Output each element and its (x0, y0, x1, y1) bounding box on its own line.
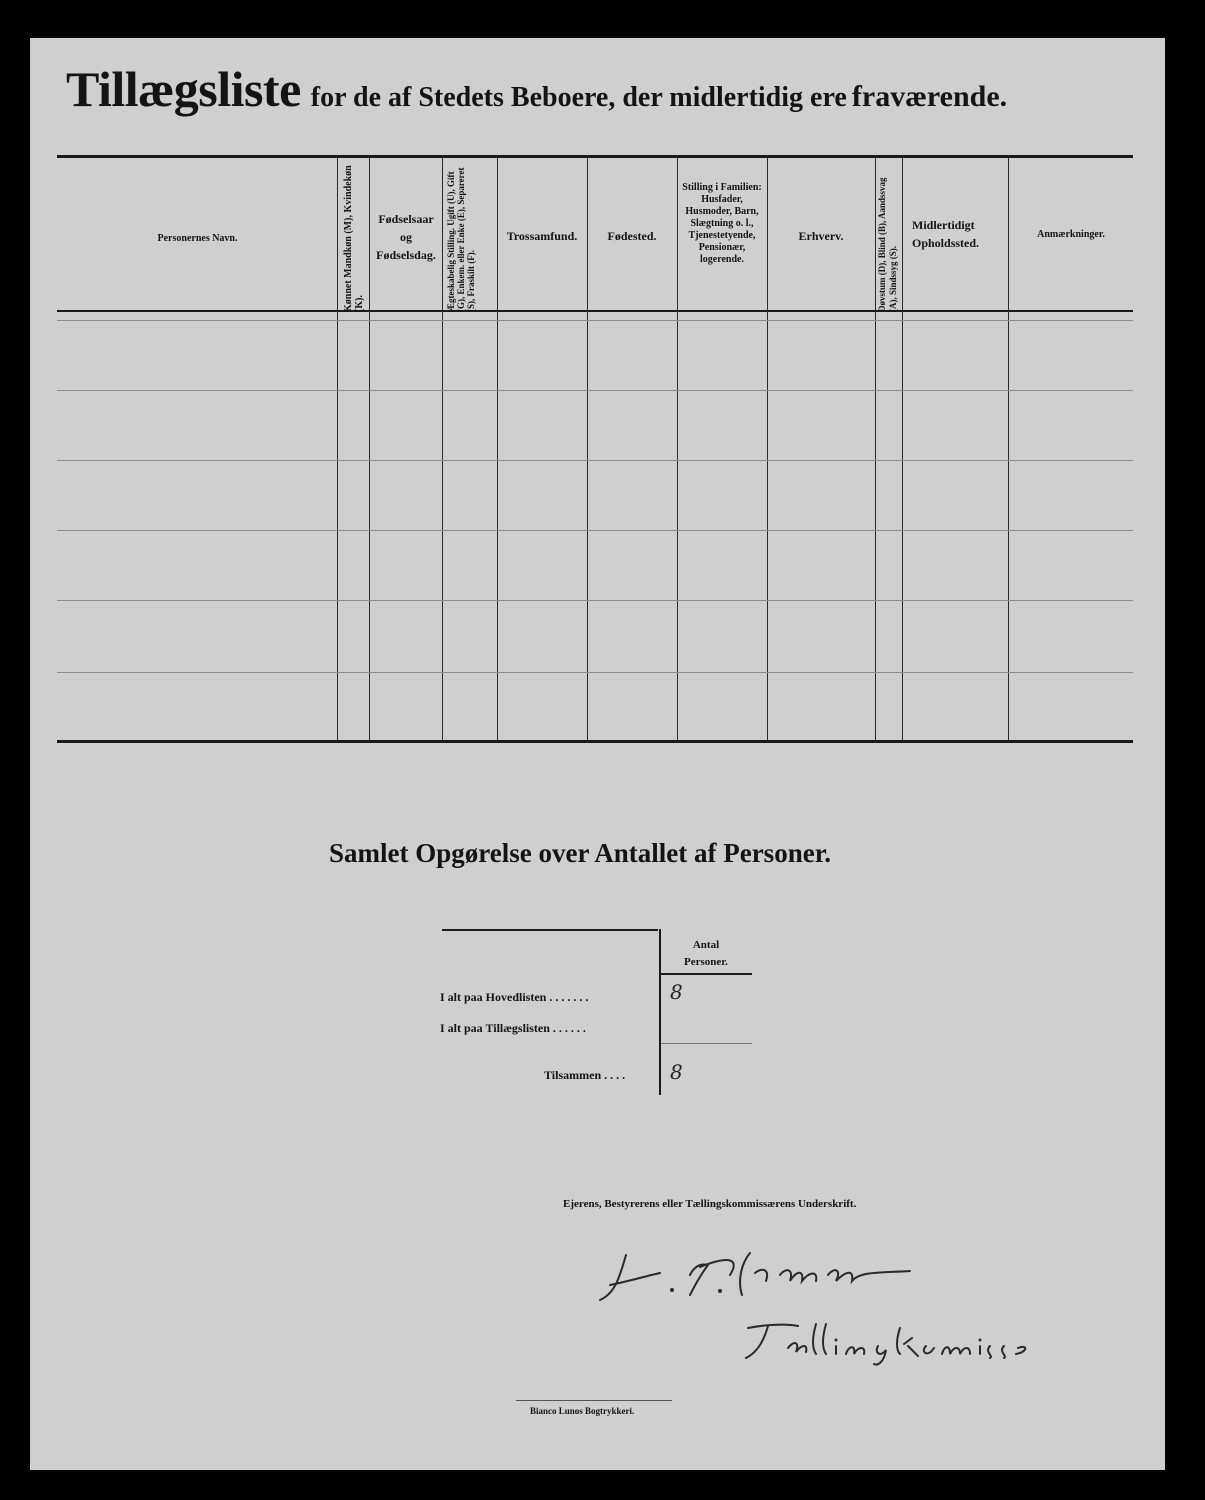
table-row (57, 600, 1133, 601)
header-name: Personernes Navn. (157, 233, 238, 244)
summary-top-rule (442, 929, 658, 931)
handwritten-signature-name (590, 1245, 930, 1305)
header-temp-residence: Midlertidigt Opholdssted. (912, 218, 980, 250)
summary-value-tilsammen: 8 (670, 1060, 683, 1084)
table-top-rule (57, 155, 1133, 158)
col-divider (677, 158, 678, 740)
header-religion: Trossamfund. (506, 229, 578, 243)
header-occupation: Erhverv. (798, 229, 844, 243)
header-bottom-rule (57, 310, 1133, 312)
col-divider (369, 158, 370, 740)
col-divider (767, 158, 768, 740)
table-row (57, 320, 1133, 321)
summary-header-rule (659, 973, 752, 975)
printer-name: Bianco Lunos Bogtrykkeri. (530, 1406, 635, 1416)
col-divider (337, 158, 338, 740)
header-marital: Ægteskabelig Stilling. Ugift (U), Gift (G), Enkem. eller Enke (E), Separeret (S), Fraskilt (F). (446, 167, 476, 312)
col-divider (1008, 158, 1009, 740)
title-emphasis: fraværende. (851, 80, 1008, 113)
summary-title: Samlet Opgørelse over Antallet af Personer. (329, 838, 831, 868)
title-rest: for de af Stedets Beboere, der midlertidig ere (310, 82, 847, 113)
handwritten-signature-role (728, 1318, 1038, 1368)
table-row (57, 390, 1133, 391)
page-title (66, 60, 1106, 116)
summary-divider (659, 929, 661, 1095)
signature-caption: Ejerens, Bestyrerens eller Tællingskommissærens Underskrift. (563, 1198, 857, 1210)
summary-col-header: Antal Personer. (684, 939, 728, 968)
header-birthplace: Fødested. (607, 229, 657, 243)
table-row (57, 530, 1133, 531)
header-remarks: Anmærkninger. (1037, 229, 1105, 240)
table-row (57, 672, 1133, 673)
table-bottom-rule (57, 740, 1133, 743)
col-divider (902, 158, 903, 740)
col-divider (442, 158, 443, 740)
summary-label-tillaegslisten: I alt paa Tillægslisten . . . . . . (440, 1021, 586, 1035)
summary-value-hovedlisten: 8 (670, 980, 683, 1004)
summary-mid-rule (661, 1043, 752, 1044)
header-gender: Kønnet Mandkøn (M), Kvindekøn (K). (343, 165, 365, 312)
summary-label-tilsammen: Tilsammen . . . . (544, 1068, 626, 1082)
summary-label-hovedlisten: I alt paa Hovedlisten . . . . . . . (440, 990, 589, 1004)
header-family-position: Stilling i Familien: Husfader, Husmoder, Barn, Slægtning o. l., Tjenestetyende, Pensionær, logerende. (682, 182, 762, 265)
table-row (57, 460, 1133, 461)
header-birth: Fødselsaar og Fødselsdag. (376, 212, 436, 262)
title-main: Tillægsliste (66, 61, 301, 117)
printer-rule (516, 1400, 672, 1401)
col-divider (587, 158, 588, 740)
header-disability: Døvstum (D), Blind (B), Aandssvag (A), Sindssyg (S). (877, 177, 898, 312)
col-divider (875, 158, 876, 740)
col-divider (497, 158, 498, 740)
